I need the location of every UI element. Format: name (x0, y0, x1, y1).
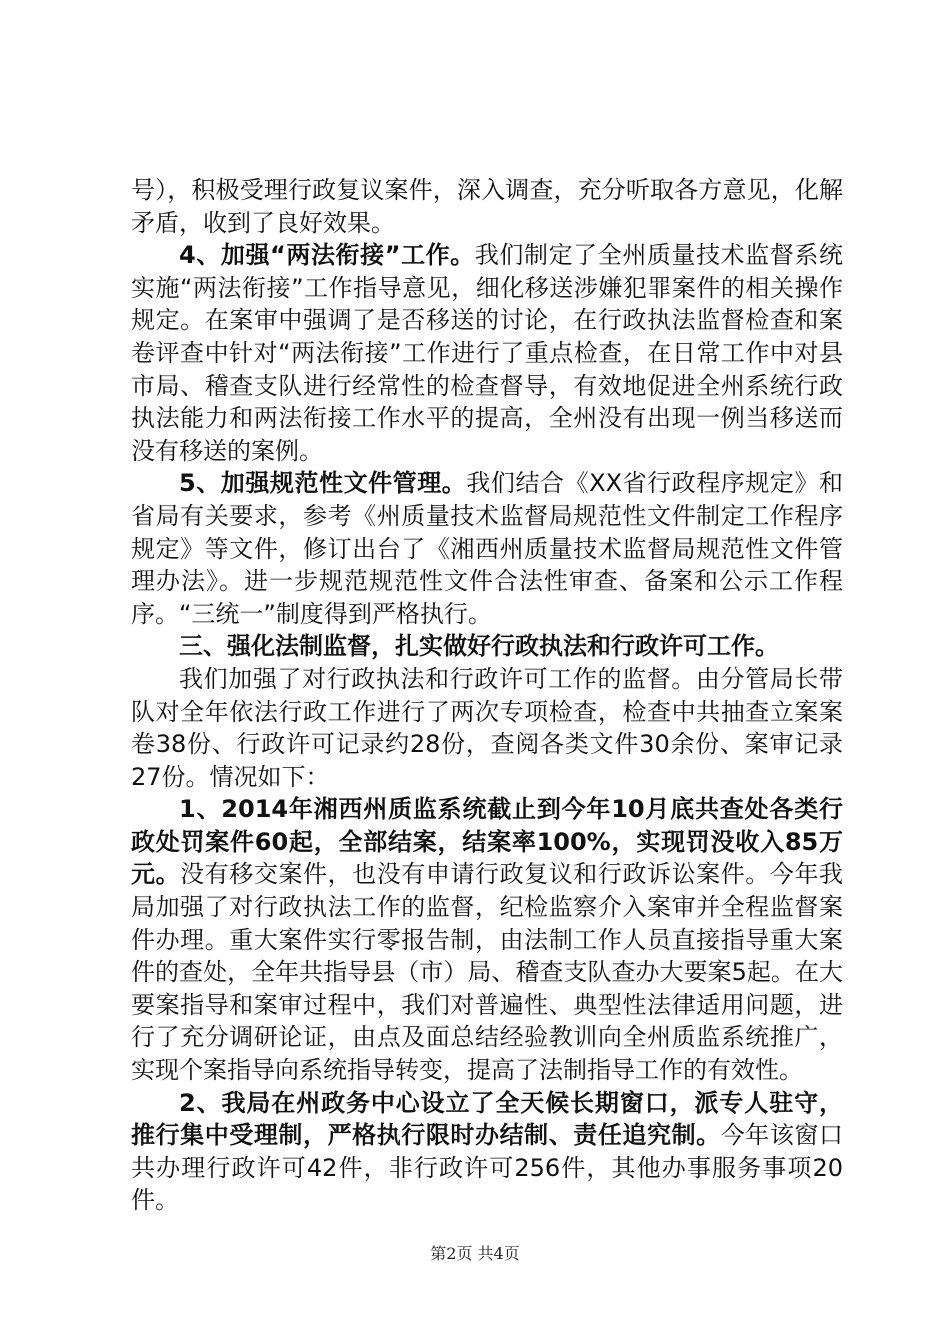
paragraph-6 (131, 1087, 843, 1217)
paragraph-text: 我们结合《XX省行政程序规定》和省局有关要求，参考《州质量技术监督局规范性文件制定工作程序规定》等文件，修订出台了《湘西州质量技术监督局规范性文件管理办法》。进一步规范规范性文件合法性审查、备案和公示工作程序。“三统一”制度得到严格执行。 (131, 469, 843, 628)
paragraph-2 (131, 467, 843, 630)
paragraph-lead: 5、加强规范性文件管理。 (179, 469, 467, 498)
paragraph-lead: 1、2014年湘西州质监系统截止到今年10月底共查处各类行政处罚案件60起，全部结案，结案率100%，实现罚没收入85万元。 (131, 795, 843, 889)
paragraph-0 (131, 174, 843, 239)
paragraph-text: 没有移交案件，也没有申请行政复议和行政诉讼案件。今年我局加强了对行政执法工作的监督，纪检监察介入案审并全程监督案件办理。重大案件实行零报告制，由法制工作人员直接指导重大案件的查处，全年共指导县（市）局、稽查支队查办大要案5起。在大要案指导和案审过程中，我们对普遍性、典型性法律适用问题，进行了充分调研论证，由点及面总结经验教训向全州质监系统推广，实现个案指导向系统指导转变，提高了法制指导工作的有效性。 (131, 860, 844, 1085)
document-body (131, 174, 843, 1217)
page-number-footer: 第2页 共4页 (430, 1244, 520, 1263)
paragraph-lead: 4、加强“两法衔接”工作。 (179, 241, 475, 270)
paragraph-5 (131, 793, 843, 1086)
paragraph-text: 今年该窗口共办理行政许可42件，非行政许可256件，其他办事服务事项20件。 (131, 1121, 844, 1215)
paragraph-4 (131, 663, 843, 793)
section-heading (131, 630, 843, 663)
paragraph-1 (131, 239, 843, 467)
paragraph-text: 我们加强了对行政执法和行政许可工作的监督。由分管局长带队对全年依法行政工作进行了两次专项检查，检查中共抽查立案案卷38份、行政许可记录约28份，查阅各类文件30余份、案审记录27份。情况如下： (131, 664, 843, 791)
section-heading-text: 三、强化法制监督，扎实做好行政执法和行政许可工作。 (179, 632, 779, 661)
paragraph-text: 号），积极受理行政复议案件，深入调查，充分听取各方意见，化解矛盾，收到了良好效果。 (131, 176, 843, 237)
paragraph-lead: 2、我局在州政务中心设立了全天候长期窗口，派专人驻守，推行集中受理制，严格执行限时办结制、责任追究制。 (131, 1088, 843, 1150)
paragraph-text: 我们制定了全州质量技术监督系统实施“两法衔接”工作指导意见，细化移送涉嫌犯罪案件的相关操作规定。在案审中强调了是否移送的讨论，在行政执法监督检查和案卷评查中针对“两法衔接”工作进行了重点检查，在日常工作中对县市局、稽查支队进行经常性的检查督导，有效地促进全州系统行政执法能力和两法衔接工作水平的提高，全州没有出现一例当移送而没有移送的案例。 (131, 241, 844, 465)
